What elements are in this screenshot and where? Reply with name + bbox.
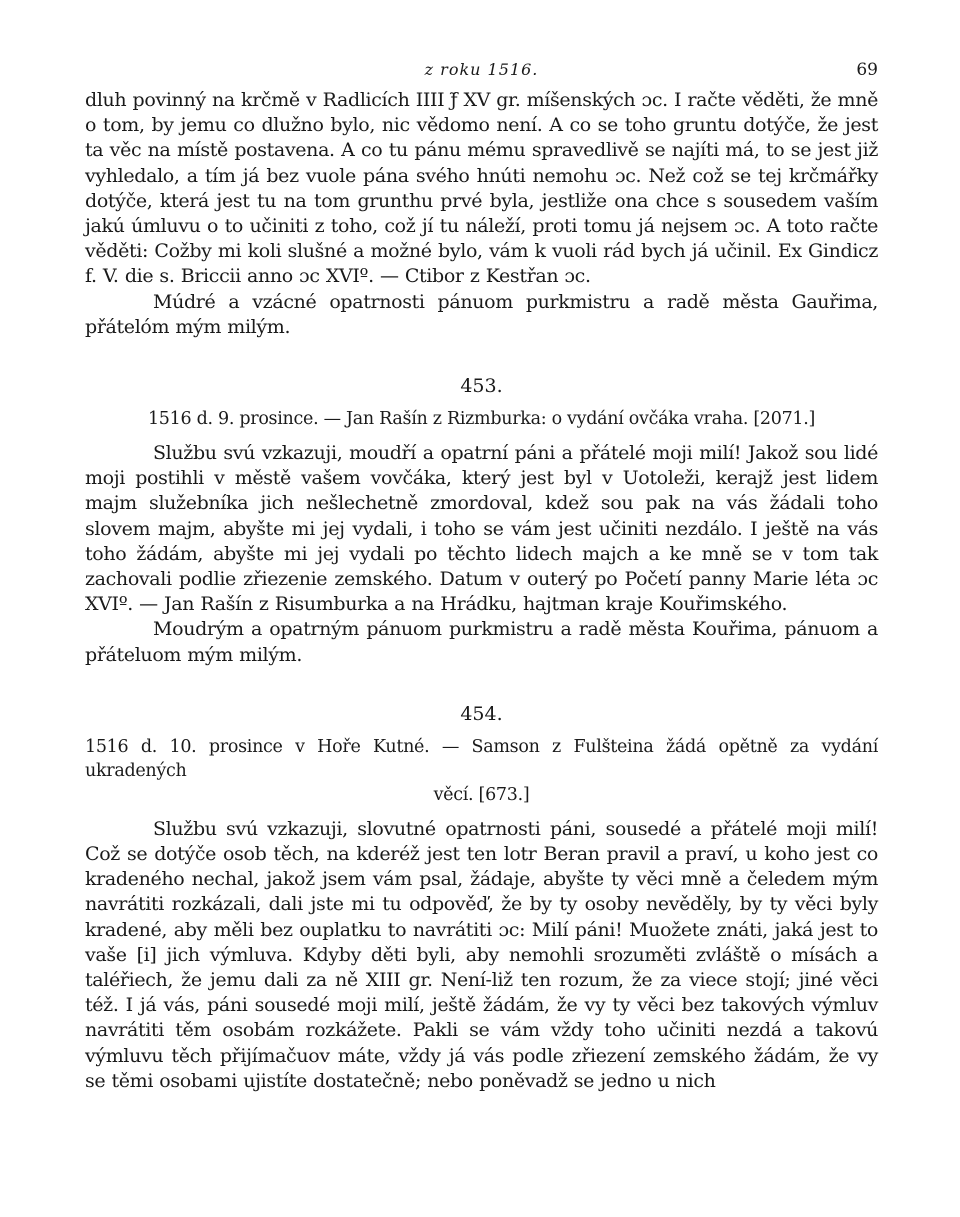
letter-regest-continuation: věcí. [673.] — [433, 784, 530, 805]
letter-number: 453. — [460, 375, 503, 398]
letter-454 — [85, 702, 878, 1094]
running-title: z roku 1516. — [424, 60, 539, 79]
letter-regest-line: 1516 d. 10. prosince v Hoře Kutné. — Samson z Fulšteina žádá opětně za vydání ukradených — [85, 736, 878, 781]
page-number: 69 — [856, 60, 878, 80]
letter-address: Moudrým a opatrným pánuom purkmistru a radě města Kouřima, pánuom a přáteluom mým milým. — [85, 618, 878, 666]
letter-regest: 1516 d. 9. prosince. — Jan Rašín z Rizmburka: o vydání ovčáka vraha. [2071.] — [147, 409, 816, 430]
running-head — [85, 58, 878, 88]
book-page — [85, 58, 878, 1094]
continued-letter — [85, 88, 878, 340]
letter-regest — [85, 735, 878, 807]
letter-body: Službu svú vzkazuji, slovutné opatrnosti páni, sousedé a přátelé moji milí! Což se dotýče osob těch, na kderéž jest ten lotr Beran pravil a praví, u koho jest co kradeného nechal, jakož jsem vám psal, žádaje, abyšte ty věci mně a čeledem mým navrátiti rozkázali, dali jste mi tu odpověď, že by ty osoby nevěděly, by ty věci byly kradené, aby měli bez ouplatku to navrátiti ɔc: Milí páni! Muožete znáti, jaká jest to vaše [i] jich výmluva. Kdyby děti byli, aby nemohli srozuměti zvláště o mísách a taléřiech, že jemu dali za ně XIII gr. Není-liž ten rozum, že za viece stojí; jiné věci též. I já vás, páni sousedé moji milí, ještě žádám, že vy ty věci bez takových výmluv navrátiti těm osobám rozkážete. Pakli se vám vždy toho učiniti nezdá a takovú výmluvu těch přijímačuov máte, vždy já vás podle zřiezení zemského žádám, že vy se těmi osobami ujistíte dostatečně; nebo poněvadž se jedno u nich — [85, 817, 878, 1092]
letter-address: Múdré a vzácné opatrnosti pánuom purkmistru a radě města Gauřima, přátelóm mým milým. — [85, 290, 878, 338]
letter-453 — [85, 374, 878, 668]
letter-body: Službu svú vzkazuji, moudří a opatrní páni a přátelé moji milí! Jakož sou lidé moji postihli v městě vašem vovčáka, který jest byl v Uotoleži, kerajž jest lidem majm služebníka jich nešlechetně zmordoval, kdež sou pak na vás žádali toho slovem majm, abyšte mi jej vydali, i toho se vám jest učiniti nezdálo. I ještě na vás toho žádám, abyšte mi jej vydali po těchto lidech majch a ke mně se v tom tak zachovali podlie zřiezenie zemského. Datum v outerý po Početí panny Marie léta ɔc XVIº. — Jan Rašín z Risumburka a na Hrádku, hajtman kraje Kouřimského. — [85, 442, 878, 616]
letter-body: dluh povinný na krčmě v Radlicích IIII ƒ̃ XV gr. míšenských ɔc. I račte věděti, že mně o tom, by jemu co dlužno bylo, nic vědomo není. A co se toho gruntu dotýče, že jest ta věc na místě postavena. A co tu pánu mému spravedlivě se najíti má, to se jest již vyhledalo, a tím já bez vuole pána svého hnúti nemohu ɔc. Než což se tej krčmářky dotýče, která jest tu na tom grunthu prvé byla, jestliže ona chce s sousedem vaším jakú úmluvu o to učiniti z toho, což jí tu náleží, proti tomu já nejsem ɔc. A toto račte věděti: Cožby mi koli slušné a možné bylo, vám k vuoli rád bych já učinil. Ex Gindicz f. V. die s. Briccii anno ɔc XVIº. — Ctibor z Kestřan ɔc. — [85, 89, 878, 288]
letter-number: 454. — [460, 702, 503, 725]
